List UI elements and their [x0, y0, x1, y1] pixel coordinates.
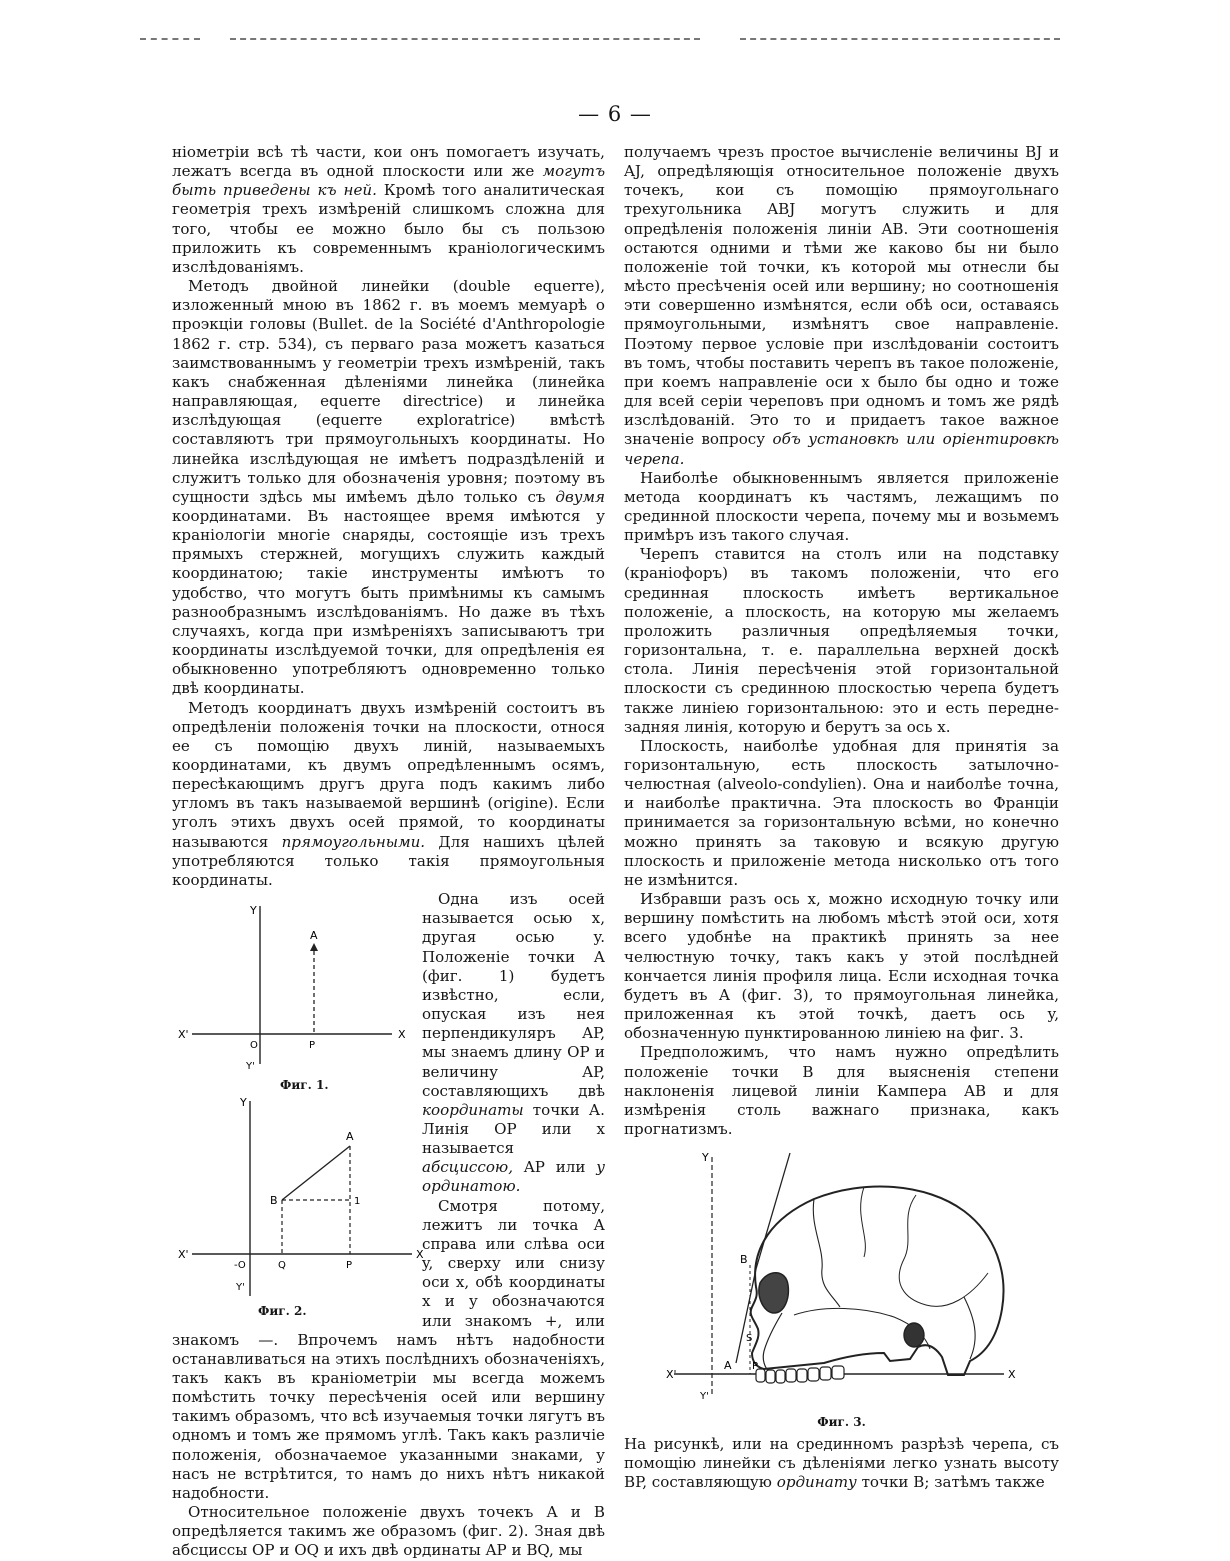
fig3-label: X' — [666, 1368, 677, 1382]
figure-1-diagram — [178, 904, 406, 1072]
fig3-label: X — [1008, 1368, 1016, 1382]
left-column — [172, 143, 605, 1561]
figure-2-diagram — [178, 1096, 424, 1296]
paragraph: Избравши разъ ось x, можно исходную точку или вершину помѣстить на любомъ мѣстѣ этой оси, хотя всего удобнѣе на практикѣ принять за нее челюстную точку, такъ какъ у этой послѣдней кончается линія профиля лица. Если исходная точка будетъ въ А (фиг. 3), то прямоугольная линейка, приложенная къ этой точкѣ, даетъ ось y, обозначенную пунктированною линіею на фиг. 3. — [624, 890, 1059, 1043]
fig3-label: Y — [702, 1151, 709, 1165]
figure-3 — [624, 1147, 1059, 1429]
fig1-label: P — [309, 1040, 316, 1052]
paragraph: ніометріи всѣ тѣ части, кои онъ помогаетъ изучать, лежатъ всегда въ одной плоскости или же могутъ быть приведены къ ней. Кромѣ того аналитическая геометрія трехъ измѣреній слишкомъ сложна для того, чтобы ее можно было бы съ пользою приложить къ современнымъ краніологическимъ изслѣдованіямъ. — [172, 143, 605, 276]
fig2-label: B — [270, 1194, 278, 1208]
figure-1-and-2 — [172, 896, 424, 1319]
fig3-label: B — [740, 1253, 748, 1267]
paragraph: На рисункѣ, или на срединномъ разрѣзѣ черепа, съ помощію линейки съ дѣленіями легко узнать высоту BP, составляющую ординату точки B; затѣмъ также — [624, 1435, 1059, 1492]
fig2-label: 1 — [354, 1196, 361, 1208]
right-column — [624, 143, 1059, 1493]
fig1-label: O — [250, 1040, 258, 1052]
figure-1-caption: Фиг. 1. — [280, 1078, 329, 1093]
figure-3-caption: Фиг. 3. — [817, 1415, 866, 1430]
fig1-label: X — [398, 1028, 406, 1042]
paragraph: Плоскость, наиболѣе удобная для принятія за горизонтальную, есть плоскость затылочно-челюстная (alveolo-condylien). Она и наиболѣе точна, и наиболѣе практична. Эта плоскость во Франціи принимается за горизонтальную всѣми, но конечно можно принять за таковую и всякую другую плоскость и приложеніе метода нисколько отъ того не измѣнится. — [624, 736, 1059, 889]
top-dashed-rule — [140, 38, 200, 40]
paragraph: Предположимъ, что намъ нужно опредѣлить положеніе точки В для выясненія степени наклоненія лицевой линіи Кампера AB и для измѣренія столь важнаго признака, какъ прогнатизмъ. — [624, 1043, 1059, 1138]
figure-2-caption: Фиг. 2. — [258, 1304, 307, 1319]
paragraph: Методъ двойной линейки (double equerre), изложенный мною въ 1862 г. въ моемъ мемуарѣ о проэкціи головы (Bullet. de la Société d'Anthropologie 1862 г. стр. 534), съ перваго раза можетъ казаться заимствованнымъ у геометріи трехъ измѣреній, такъ какъ снабженная дѣленіями линейка (линейка направляющая, equerre directrice) и линейка изслѣдующая (equerre exploratrice) вмѣстѣ составляютъ три прямоугольныхъ координаты. Но линейка изслѣдующая не имѣетъ подраздѣленій и служитъ только для обозначенія уровня; поэтому въ сущности здѣсь мы имѣемъ дѣло только съ двумя координатами. Въ настоящее время имѣются у краніологіи многіе снаряды, состоящіе изъ трехъ прямыхъ стержней, могущихъ служить каждый координатою; такіе инструменты имѣютъ то удобство, что могутъ быть примѣнимы къ самымъ разнообразнымъ изслѣдованіямъ. Но даже въ тѣхъ случаяхъ, когда при измѣреніяхъ записываютъ три координаты изслѣдуемой точки, для опредѣленія ея обыкновенно употребляютъ одновременно только двѣ координаты. — [172, 277, 605, 698]
fig1-label: A — [310, 929, 318, 943]
page-number: — 6 — — [578, 102, 652, 126]
fig1-label: Y' — [246, 1061, 255, 1073]
paragraph: Одна изъ осей называется осью x, другая осью y. Положеніе точки А (фиг. 1) будетъ извѣстно, если, опуская изъ нея перпендикуляръ AP, мы знаемъ длину OP и величину AP, составляющихъ двѣ координаты точки А. Линія OP или x называется абсциссою, AP или у ординатою. — [422, 890, 605, 1196]
paragraph: получаемъ чрезъ простое вычисленіе величины BJ и AJ, опредѣляющія относительное положеніе двухъ точекъ, кои съ помощію прямоугольнаго трехугольника ABJ могутъ служить и для опредѣленія положенія линіи AB. Эти соотношенія остаются одними и тѣми же каково бы ни было положеніе той точки, къ которой мы отнесли бы мѣсто пресѣченія осей или вершину; но соотношенія эти совершенно измѣнятся, если обѣ оси, оставаясь прямоугольными, измѣнятъ свое направленіе. Поэтому первое условіе при изслѣдованіи состоитъ въ томъ, чтобы поставить черепъ въ такое положеніе, при коемъ направленіе оси x было бы одно и тоже для всей серіи череповъ при одномъ и томъ же рядѣ изслѣдованій. Это то и придаетъ такое важное значеніе вопросу объ установкѣ или оріентировкѣ черепа. — [624, 143, 1059, 468]
fig1-label: X' — [178, 1028, 189, 1042]
paragraph: Смотря потому, лежитъ ли точка А справа или слѣва оси y, сверху или снизу оси x, обѣ координаты x и y обозначаются или знакомъ +, или знакомъ —. Впрочемъ намъ нѣтъ надобности останавливаться на этихъ послѣднихъ обозначеніяхъ, такъ какъ въ краніометріи мы всегда можемъ помѣстить точку пересѣченія осей или вершину такимъ образомъ, что всѣ изучаемыя точки лягутъ въ одномъ и томъ же прямомъ углѣ. Такъ какъ различіе положенія, обозначаемое указанными знаками, у насъ не встрѣтится, то намъ до нихъ нѣтъ никакой надобности. — [172, 1196, 605, 1502]
fig2-label: Y' — [236, 1282, 245, 1294]
fig2-label: A — [346, 1130, 354, 1144]
paragraph: Черепъ ставится на столъ или на подставку (краніофоръ) въ такомъ положеніи, что его срединная плоскость имѣетъ вертикальное положеніе, а плоскость, на которую мы желаемъ проложить различныя опредѣляемыя точки, горизонтальна, т. е. параллельна верхней доскѣ стола. Линія пересѣченія этой горизонтальной плоскости съ срединною плоскостью черепа будетъ также линіею горизонтальною: это и есть передне-задняя линія, которую и берутъ за ось x. — [624, 545, 1059, 736]
skull-diagram — [664, 1147, 1024, 1409]
fig2-label: -O — [234, 1260, 246, 1272]
fig2-label: P — [346, 1260, 353, 1272]
top-dashed-rule — [740, 38, 1060, 40]
fig3-label: Y' — [700, 1391, 709, 1403]
fig2-label: X — [416, 1248, 424, 1262]
paragraph: Наиболѣе обыкновеннымъ является приложеніе метода координатъ къ частямъ, лежащимъ по срединной плоскости черепа, почему мы и возьмемъ примѣръ изъ такого случая. — [624, 468, 1059, 545]
fig3-label: A — [724, 1359, 732, 1373]
paragraph: Методъ координатъ двухъ измѣреній состоитъ въ опредѣленіи положенія точки на плоскости, относя ее съ помощію двухъ линій, называемыхъ координатами, къ двумъ опредѣленнымъ осямъ, пересѣкающимъ другъ друга подъ какимъ либо угломъ въ такъ называемой вершинѣ (origine). Если уголъ этихъ двухъ осей прямой, то координаты называются прямоугольными. Для нашихъ цѣлей употребляются только такія прямоугольныя координаты. — [172, 698, 605, 889]
fig2-label: Y — [240, 1096, 247, 1110]
fig3-label: S — [746, 1333, 753, 1345]
fig1-label: Y — [250, 904, 257, 918]
paragraph: Относительное положеніе двухъ точекъ А и В опредѣляется такимъ же образомъ (фиг. 2). Зная двѣ абсциссы OP и OQ и ихъ двѣ ординаты AP и BQ, мы — [172, 1503, 605, 1560]
fig2-label: Q — [278, 1260, 286, 1272]
fig3-label: P — [752, 1361, 759, 1373]
top-dashed-rule — [230, 38, 700, 40]
fig2-label: X' — [178, 1248, 189, 1262]
coordinate-figures — [172, 896, 422, 1315]
